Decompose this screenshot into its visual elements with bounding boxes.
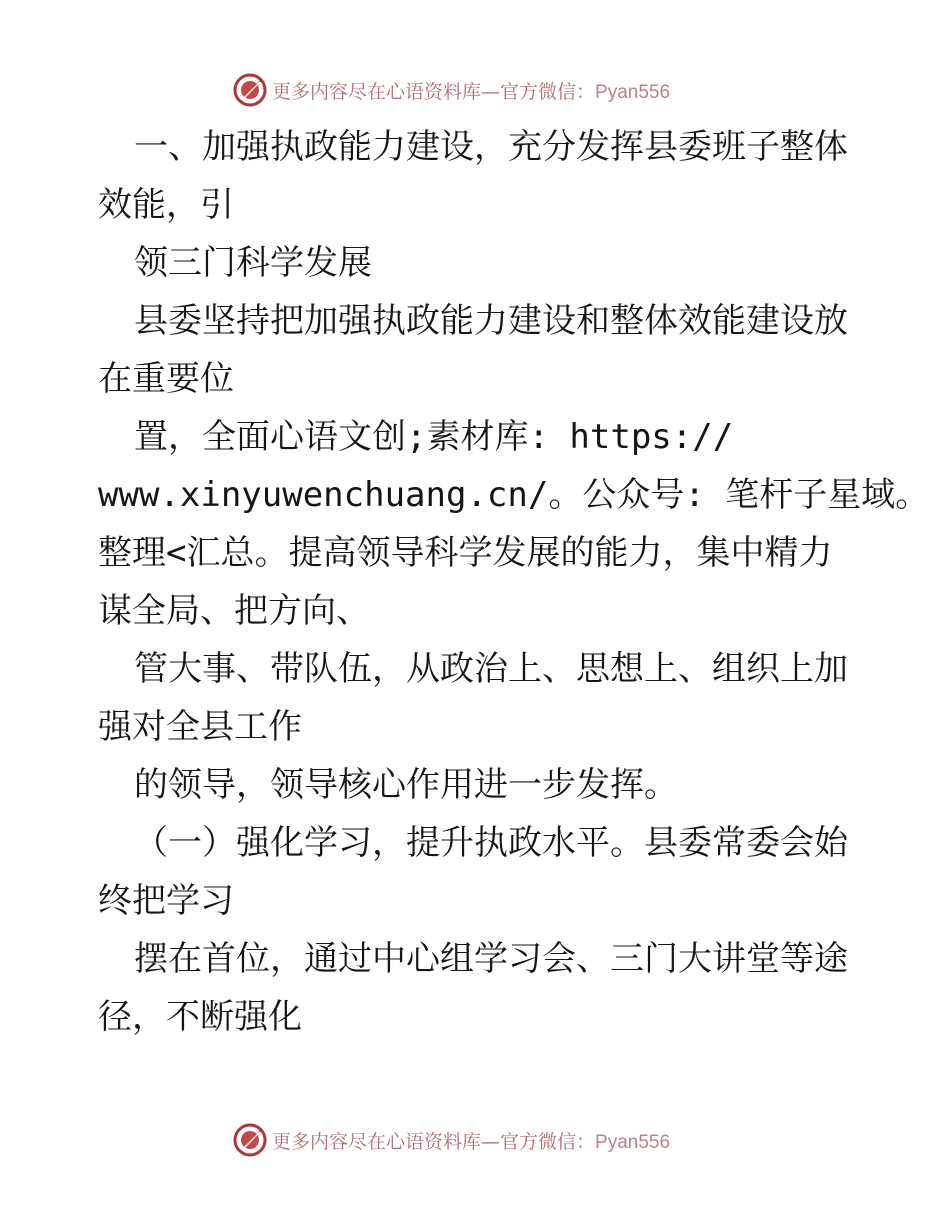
doc-line: 县委坚持把加强执政能力建设和整体效能建设放 <box>134 301 848 341</box>
doc-line: www.xinyuwenchuang.cn/。公众号: 笔杆子星域。 <box>98 475 930 515</box>
doc-line: 一、加强执政能力建设，充分发挥县委班子整体 <box>134 127 848 167</box>
doc-line: 整理<汇总。提高领导科学发展的能力，集中精力 <box>98 533 833 573</box>
header-banner <box>232 70 670 110</box>
doc-line: 终把学习 <box>98 881 234 921</box>
wechat-id: Pyan556 <box>595 1131 671 1153</box>
doc-line: 领三门科学发展 <box>134 243 372 283</box>
doc-line: 置，全面心语文创;素材库: https:// <box>134 417 734 457</box>
doc-line: 在重要位 <box>98 359 234 399</box>
doc-line: 径，不断强化 <box>98 997 302 1037</box>
doc-line: 谋全局、把方向、 <box>98 591 370 631</box>
banner-text <box>272 1127 670 1154</box>
quill-logo-icon <box>232 72 268 108</box>
banner-cn-text: 更多内容尽在心语资料库—官方微信： <box>272 1130 596 1153</box>
doc-line: 摆在首位，通过中心组学习会、三门大讲堂等途 <box>134 939 848 979</box>
doc-line: 的领导，领导核心作用进一步发挥。 <box>134 765 678 805</box>
footer-banner <box>232 1120 670 1160</box>
banner-text <box>272 77 670 104</box>
document-body <box>98 118 930 1046</box>
doc-line: 强对全县工作 <box>98 707 302 747</box>
quill-logo-icon <box>232 1122 268 1158</box>
doc-line: 效能，引 <box>98 185 234 225</box>
doc-line: 管大事、带队伍，从政治上、思想上、组织上加 <box>134 649 848 689</box>
wechat-id: Pyan556 <box>595 81 671 103</box>
doc-line: （一）强化学习，提升执政水平。县委常委会始 <box>134 823 848 863</box>
banner-cn-text: 更多内容尽在心语资料库—官方微信： <box>272 80 596 103</box>
